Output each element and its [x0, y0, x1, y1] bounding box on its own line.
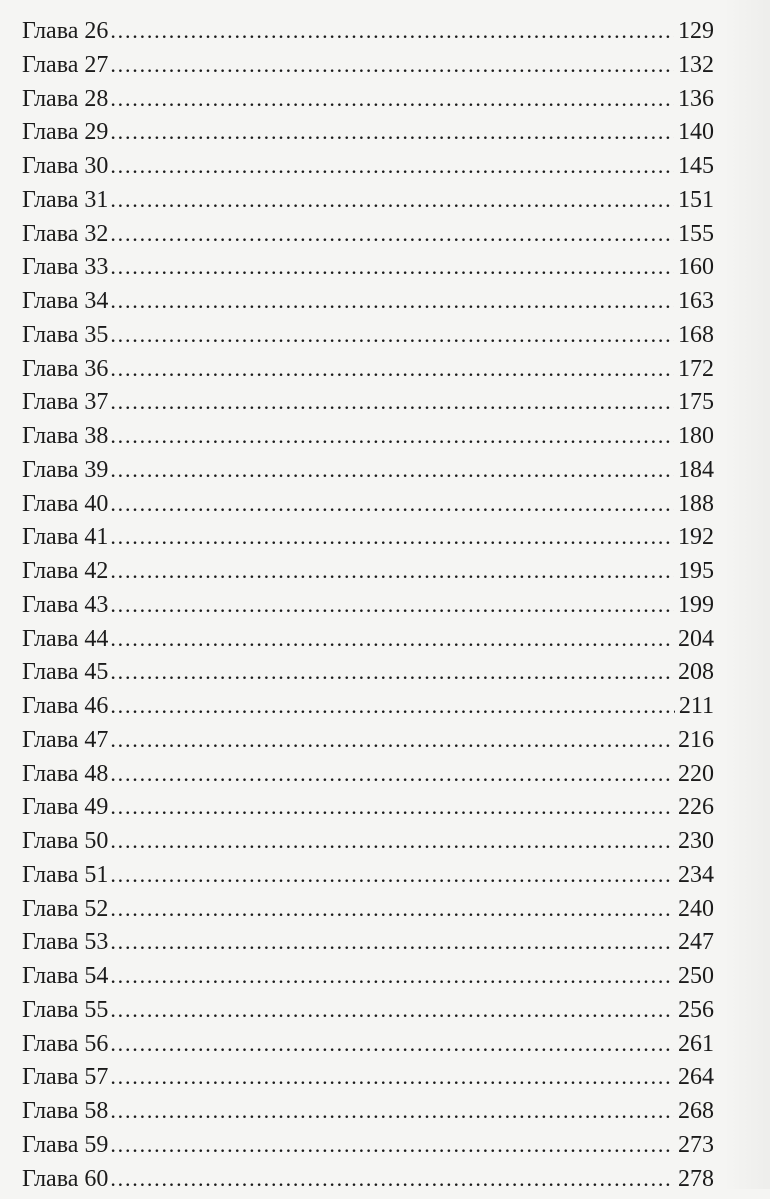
toc-chapter-label: Глава 43 [22, 592, 110, 619]
toc-page-number: 195 [674, 558, 714, 585]
toc-page-number: 216 [674, 727, 714, 754]
toc-row [22, 524, 714, 558]
toc-dot-leader [110, 254, 674, 280]
toc-row [22, 592, 714, 626]
toc-row [22, 963, 714, 997]
toc-row [22, 389, 714, 423]
toc-chapter-label: Глава 53 [22, 929, 110, 956]
toc-chapter-label: Глава 47 [22, 727, 110, 754]
toc-dot-leader [110, 659, 674, 685]
toc-page-number: 184 [674, 457, 714, 484]
toc-row [22, 322, 714, 356]
toc-chapter-label: Глава 35 [22, 322, 110, 349]
toc-page-number: 204 [674, 626, 714, 653]
toc-row [22, 659, 714, 693]
toc-chapter-label: Глава 31 [22, 187, 110, 214]
toc-dot-leader [110, 997, 674, 1023]
toc-chapter-label: Глава 51 [22, 862, 110, 889]
toc-chapter-label: Глава 41 [22, 524, 110, 551]
toc-dot-leader [110, 1132, 674, 1158]
toc-row [22, 221, 714, 255]
toc-row [22, 693, 714, 727]
toc-row [22, 356, 714, 390]
toc-page-number: 256 [674, 997, 714, 1024]
toc-page-number: 132 [674, 52, 714, 79]
toc-dot-leader [110, 1031, 674, 1057]
toc-page-number: 264 [674, 1064, 714, 1091]
toc-chapter-label: Глава 50 [22, 828, 110, 855]
toc-page-number: 188 [674, 491, 714, 518]
toc-row [22, 794, 714, 828]
toc-chapter-label: Глава 60 [22, 1166, 110, 1193]
toc-row [22, 997, 714, 1031]
toc-row [22, 288, 714, 322]
toc-page-number: 140 [674, 119, 714, 146]
toc-page-number: 220 [674, 761, 714, 788]
toc-dot-leader [110, 626, 674, 652]
toc-chapter-label: Глава 42 [22, 558, 110, 585]
toc-row [22, 626, 714, 660]
toc-row [22, 18, 714, 52]
toc-chapter-label: Глава 28 [22, 86, 110, 113]
toc-row [22, 153, 714, 187]
toc-chapter-label: Глава 40 [22, 491, 110, 518]
toc-page-number: 240 [674, 896, 714, 923]
toc-dot-leader [110, 592, 674, 618]
toc-page-number: 278 [674, 1166, 714, 1193]
toc-page-number: 172 [674, 356, 714, 383]
toc-chapter-label: Глава 59 [22, 1132, 110, 1159]
toc-page-number: 273 [674, 1132, 714, 1159]
toc-page-number: 226 [674, 794, 714, 821]
toc-row [22, 423, 714, 457]
toc-dot-leader [110, 153, 674, 179]
toc-dot-leader [110, 727, 674, 753]
toc-row [22, 1132, 714, 1166]
toc-chapter-label: Глава 56 [22, 1031, 110, 1058]
table-of-contents [22, 18, 714, 1199]
toc-row [22, 254, 714, 288]
toc-page-number: 168 [674, 322, 714, 349]
toc-row [22, 86, 714, 120]
toc-chapter-label: Глава 37 [22, 389, 110, 416]
toc-row [22, 119, 714, 153]
toc-dot-leader [110, 423, 674, 449]
toc-page-number: 199 [674, 592, 714, 619]
toc-page-number: 155 [674, 221, 714, 248]
toc-row [22, 862, 714, 896]
toc-row [22, 761, 714, 795]
toc-chapter-label: Глава 27 [22, 52, 110, 79]
toc-dot-leader [110, 1098, 674, 1124]
toc-page-number: 180 [674, 423, 714, 450]
toc-chapter-label: Глава 57 [22, 1064, 110, 1091]
toc-page-number: 268 [674, 1098, 714, 1125]
toc-chapter-label: Глава 26 [22, 18, 110, 45]
toc-dot-leader [110, 828, 674, 854]
toc-row [22, 52, 714, 86]
toc-dot-leader [110, 1064, 674, 1090]
toc-row [22, 187, 714, 221]
toc-dot-leader [110, 929, 674, 955]
toc-row [22, 491, 714, 525]
toc-page-number: 175 [674, 389, 714, 416]
toc-dot-leader [110, 389, 674, 415]
toc-dot-leader [110, 52, 674, 78]
toc-chapter-label: Глава 39 [22, 457, 110, 484]
toc-chapter-label: Глава 46 [22, 693, 110, 720]
toc-chapter-label: Глава 55 [22, 997, 110, 1024]
toc-chapter-label: Глава 29 [22, 119, 110, 146]
toc-chapter-label: Глава 34 [22, 288, 110, 315]
page-edge-shadow [724, 0, 770, 1189]
toc-row [22, 558, 714, 592]
toc-page-number: 250 [674, 963, 714, 990]
toc-chapter-label: Глава 52 [22, 896, 110, 923]
toc-dot-leader [110, 896, 674, 922]
toc-page-number: 234 [674, 862, 714, 889]
toc-page-number: 211 [675, 693, 714, 720]
toc-page-number: 247 [674, 929, 714, 956]
toc-page-number: 160 [674, 254, 714, 281]
toc-dot-leader [110, 356, 674, 382]
toc-page-number: 261 [674, 1031, 714, 1058]
toc-chapter-label: Глава 58 [22, 1098, 110, 1125]
toc-page-number: 208 [674, 659, 714, 686]
toc-dot-leader [110, 18, 674, 44]
toc-row [22, 1031, 714, 1065]
toc-chapter-label: Глава 32 [22, 221, 110, 248]
toc-dot-leader [110, 794, 674, 820]
toc-row [22, 1098, 714, 1132]
toc-dot-leader [110, 86, 674, 112]
toc-page-number: 129 [674, 18, 714, 45]
toc-row [22, 828, 714, 862]
toc-row [22, 1166, 714, 1199]
toc-dot-leader [110, 862, 674, 888]
toc-dot-leader [110, 963, 674, 989]
toc-page-number: 145 [674, 153, 714, 180]
toc-dot-leader [110, 119, 674, 145]
toc-dot-leader [110, 558, 674, 584]
toc-chapter-label: Глава 45 [22, 659, 110, 686]
toc-dot-leader [110, 288, 674, 314]
toc-chapter-label: Глава 49 [22, 794, 110, 821]
toc-chapter-label: Глава 30 [22, 153, 110, 180]
toc-row [22, 896, 714, 930]
toc-page-number: 151 [674, 187, 714, 214]
toc-dot-leader [110, 457, 674, 483]
toc-chapter-label: Глава 36 [22, 356, 110, 383]
toc-page-number: 163 [674, 288, 714, 315]
toc-dot-leader [110, 187, 674, 213]
toc-row [22, 727, 714, 761]
toc-chapter-label: Глава 54 [22, 963, 110, 990]
toc-dot-leader [110, 524, 674, 550]
toc-dot-leader [110, 491, 674, 517]
toc-dot-leader [110, 322, 674, 348]
toc-dot-leader [110, 693, 675, 719]
toc-chapter-label: Глава 38 [22, 423, 110, 450]
toc-chapter-label: Глава 48 [22, 761, 110, 788]
toc-row [22, 457, 714, 491]
toc-page-number: 192 [674, 524, 714, 551]
toc-page-number: 230 [674, 828, 714, 855]
toc-dot-leader [110, 761, 674, 787]
toc-page-number: 136 [674, 86, 714, 113]
toc-chapter-label: Глава 44 [22, 626, 110, 653]
toc-chapter-label: Глава 33 [22, 254, 110, 281]
toc-row [22, 929, 714, 963]
toc-dot-leader [110, 1166, 674, 1192]
toc-dot-leader [110, 221, 674, 247]
toc-row [22, 1064, 714, 1098]
